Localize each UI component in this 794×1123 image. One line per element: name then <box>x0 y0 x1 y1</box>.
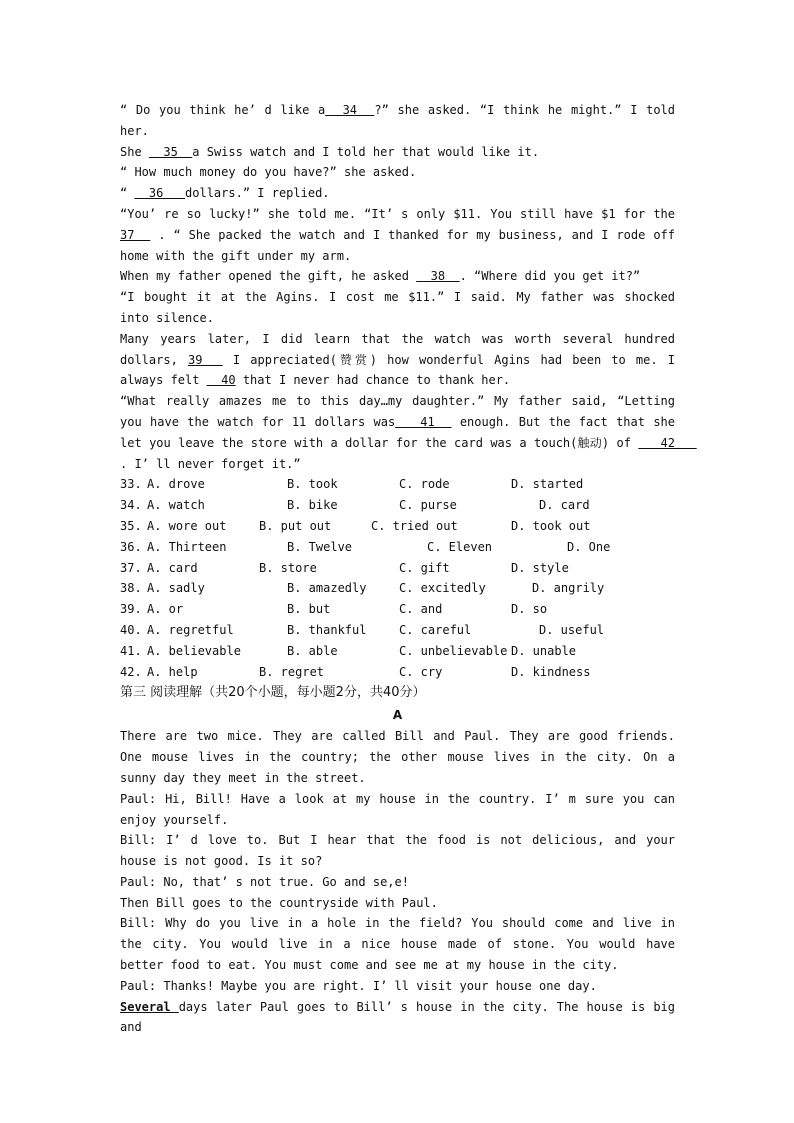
blank-38: 38 <box>416 269 460 284</box>
option-row-35 <box>120 516 675 537</box>
text: “You’ re so lucky!” she told me. “It’ s only $11. You still have $1 for the <box>120 206 683 221</box>
blank-41: 41 <box>395 414 452 429</box>
option-b: B. thankful <box>287 622 367 637</box>
option-a: A. sadly <box>147 581 205 596</box>
blank-42: 42 <box>638 435 697 450</box>
story-paragraph-7: “I bought it at the Agins. I cost me $11.” I said. My father was shocked into silence. <box>120 290 683 325</box>
option-number: 36. <box>120 539 142 554</box>
option-a: A. watch <box>147 498 205 513</box>
option-d: D. unable <box>511 643 577 658</box>
option-c: C. and <box>399 602 443 617</box>
option-c: C. purse <box>399 498 457 513</box>
option-c: C. excitedly <box>399 581 486 596</box>
option-b: B. bike <box>287 498 338 513</box>
option-d: D. card <box>539 498 590 513</box>
blank-39: 39 <box>187 352 223 367</box>
option-number: 33. <box>120 477 142 492</box>
text: enough. But the fact that she let you leave the store with a dollar for the card was a touch(触动) of <box>120 414 683 450</box>
option-a: A. or <box>147 602 184 617</box>
option-c: C. tried out <box>371 518 458 533</box>
options-list <box>120 474 675 682</box>
text: ?” she asked. “I think he might.” I told her. <box>120 103 683 138</box>
option-number: 37. <box>120 560 142 575</box>
option-d: D. angrily <box>532 581 605 596</box>
passage-paragraph-7: Paul: Thanks! Maybe you are right. I’ ll visit your house one day. <box>120 978 597 993</box>
option-d: D. style <box>511 560 569 575</box>
passage-paragraph-8 <box>120 997 683 1039</box>
text: . “ She packed the watch and I thanked for my business, and I rode off home with the gift under my arm. <box>120 227 683 263</box>
option-c: C. cry <box>399 664 443 679</box>
option-b: B. amazedly <box>287 581 367 596</box>
option-number: 39. <box>120 602 142 617</box>
story-paragraph-8 <box>120 329 683 391</box>
option-c: C. rode <box>399 477 450 492</box>
text: “What really amazes me to this day…my daughter.” My father said, “Letting you have the watch for 11 dollars was <box>120 394 683 429</box>
option-b: B. store <box>259 560 317 575</box>
option-c: C. gift <box>399 560 450 575</box>
option-row-37 <box>120 558 675 579</box>
story-paragraph-4 <box>120 183 675 204</box>
option-a: A. card <box>147 560 198 575</box>
option-a: A. drove <box>147 477 205 492</box>
passage-paragraph-3: Bill: I’ d love to. But I hear that the food is not delicious, and your house is not good. Is it so? <box>120 833 683 869</box>
blank-36: 36 <box>134 186 186 201</box>
text: dollars.” I replied. <box>185 186 330 201</box>
text: a Swiss watch and I told her that would like it. <box>192 144 540 159</box>
option-row-41 <box>120 641 675 662</box>
text: . I’ ll never forget it.” <box>120 435 704 471</box>
blank-34: 34 <box>325 103 375 117</box>
text: “ <box>120 186 135 201</box>
text: Many years later, I did learn that the watch was worth several hundred dollars, <box>120 331 683 367</box>
document-content <box>120 100 704 1038</box>
option-d: D. One <box>567 539 611 554</box>
option-d: D. started <box>511 477 584 492</box>
option-row-39 <box>120 599 675 620</box>
option-number: 42. <box>120 664 142 679</box>
story-paragraph-5 <box>120 204 683 266</box>
option-d: D. useful <box>539 622 605 637</box>
highlighted-word: Several <box>120 999 179 1014</box>
option-d: D. so <box>511 602 548 617</box>
option-b: B. regret <box>259 664 325 679</box>
option-b: B. but <box>287 602 331 617</box>
option-d: D. kindness <box>511 664 591 679</box>
text: I appreciated(赞赏) how wonderful Agins had been to me. I always felt <box>120 352 683 388</box>
option-number: 40. <box>120 622 142 637</box>
blank-40: 40 <box>206 373 236 388</box>
blank-35: 35 <box>148 144 193 159</box>
text: that I never had chance to thank her. <box>235 373 511 388</box>
story-paragraph-6 <box>120 266 675 287</box>
passage-paragraph-6: Bill: Why do you live in a hole in the field? You should come and live in the city. You would live in a nice house made of stone. You would have better food to eat. You must come and see me at my house in the city. <box>120 916 683 973</box>
option-b: B. took <box>287 477 338 492</box>
option-row-36 <box>120 537 675 558</box>
option-a: A. wore out <box>147 518 227 533</box>
option-row-34 <box>120 495 675 516</box>
passage-paragraph-5: Then Bill goes to the countryside with Paul. <box>120 895 438 910</box>
option-row-38 <box>120 578 675 599</box>
option-row-42 <box>120 662 675 683</box>
story-paragraph-2 <box>120 142 675 163</box>
text: days later Paul goes to Bill’ s house in the city. The house is big and <box>120 999 683 1035</box>
option-number: 34. <box>120 498 142 513</box>
option-c: C. Eleven <box>427 539 493 554</box>
story-paragraph-3: “ How much money do you have?” she asked. <box>120 165 417 180</box>
blank-37: 37 <box>120 227 151 242</box>
text: She <box>120 144 149 159</box>
text: “ Do you think he’ d like a <box>120 103 326 117</box>
passage-title: A <box>392 708 403 723</box>
option-a: A. believable <box>147 643 241 658</box>
option-b: B. able <box>287 643 338 658</box>
option-d: D. took out <box>511 518 591 533</box>
option-a: A. help <box>147 664 198 679</box>
option-a: A. regretful <box>147 622 234 637</box>
section-heading: 第三 阅读理解（共20个小题，每小题2分，共40分） <box>120 685 426 701</box>
option-row-33 <box>120 474 675 495</box>
option-number: 35. <box>120 518 142 533</box>
option-number: 41. <box>120 643 142 658</box>
option-b: B. put out <box>259 518 332 533</box>
option-c: C. careful <box>399 622 472 637</box>
text: When my father opened the gift, he asked <box>120 269 417 284</box>
option-a: A. Thirteen <box>147 539 227 554</box>
passage-paragraph-2: Paul: Hi, Bill! Have a look at my house in the country. I’ m sure you can enjoy yourself. <box>120 791 683 827</box>
passage-paragraph-1: There are two mice. They are called Bill and Paul. They are good friends. One mouse lives in the country; the other mouse lives in the city. On a sunny day they meet in the street. <box>120 729 683 785</box>
option-number: 38. <box>120 581 142 596</box>
story-paragraph-9 <box>120 391 704 474</box>
story-paragraph-1 <box>120 100 683 142</box>
option-b: B. Twelve <box>287 539 353 554</box>
passage-paragraph-4: Paul: No, that’ s not true. Go and se,e! <box>120 874 409 889</box>
option-row-40 <box>120 620 675 641</box>
option-c: C. unbelievable <box>399 643 508 658</box>
text: . “Where did you get it?” <box>459 269 641 284</box>
